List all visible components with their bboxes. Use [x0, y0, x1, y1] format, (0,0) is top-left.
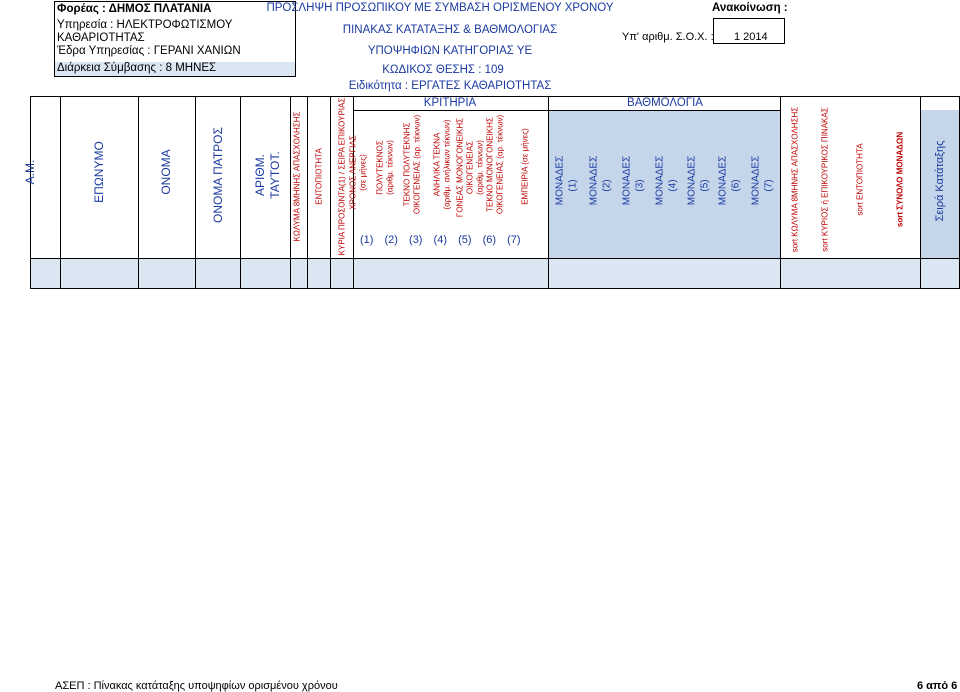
units-idx-2: (2) [601, 179, 613, 192]
sort-ban: sort ΚΩΛΥΜΑ 8ΜΗΝΗΣ ΑΠΑΣΧΟΛΗΣΗΣ [790, 106, 800, 253]
sort-priority: sort ΚΥΡΙΟΣ ή ΕΠΙΚΟΥΡΙΚΟΣ ΠΙΝΑΚΑΣ [820, 107, 830, 252]
sort-locality [856, 130, 865, 230]
col-priority: ΚΥΡΙΑ ΠΡΟΣΟΝΤΑ(1) / ΣΕΙΡΑ ΕΠΙΚΟΥΡΙΑΣ [337, 97, 347, 256]
service-label-cont: ΚΑΘΑΡΙΟΤΗΤΑΣ [57, 32, 145, 44]
col-child-large-l1: ΤΕΚΝΟ ΠΟΛΥΤΕΚΝΗΣ [402, 122, 412, 207]
units-label-7: ΜΟΝΑΔΕΣ [750, 155, 762, 206]
col-surname: ΕΠΩΝΥΜΟ [92, 141, 106, 203]
criteria-group-title: ΚΡΙΤΗΡΙΑ [423, 97, 477, 109]
organization-label: Φορέας : ΔΗΜΟΣ ΠΛΑΤΑΝΙΑ [57, 3, 212, 15]
criteria-idx-5: (5) [458, 234, 472, 246]
col-child-single-l2: ΟΙΚΟΓΕΝΕΙΑΣ (αρ. τέκνων) [495, 114, 505, 215]
units-idx-7: (7) [763, 179, 775, 192]
units-label-4: ΜΟΝΑΔΕΣ [654, 155, 666, 206]
sort-total [896, 130, 905, 230]
col-single-parent-l2: ΟΙΚΟΓΕΝΕΙΑΣ [465, 140, 475, 195]
criteria-idx-2: (2) [384, 234, 398, 246]
col-large-family-l1: ΠΟΛΥΤΕΚΝΟΣ [375, 140, 385, 195]
service-label: Υπηρεσία : ΗΛΕΚΤΡΟΦΩΤΙΣΜΟΥ [57, 19, 233, 31]
units-label-5: ΜΟΝΑΔΕΣ [686, 155, 698, 206]
announcement-label: Ανακοίνωση : [712, 2, 788, 14]
page-title: ΠΡΟΣΛΗΨΗ ΠΡΟΣΩΠΙΚΟΥ ΜΕ ΣΥΜΒΑΣΗ ΟΡΙΣΜΕΝΟΥ ΧΡΟΝΟΥ [266, 2, 614, 14]
units-idx-5: (5) [699, 179, 711, 192]
units-idx-4: (4) [667, 179, 679, 192]
criteria-idx-1: (1) [360, 234, 374, 246]
units-idx-3: (3) [634, 179, 646, 192]
criteria-idx-6: (6) [482, 234, 497, 246]
position-code: ΚΩΔΙΚΟΣ ΘΕΣΗΣ : 109 [382, 64, 504, 76]
specialty-label: Ειδικότητα : ΕΡΓΑΤΕΣ ΚΑΘΑΡΙΟΤΗΤΑΣ [348, 80, 552, 92]
criteria-indices [360, 234, 521, 246]
footer-note: ΑΣΕΠ : Πίνακας κατάταξης υποψηφίων ορισμένου χρόνου [55, 680, 338, 692]
page-number: 6 από 6 [917, 680, 958, 692]
col-experience: ΕΜΠΕΙΡΙΑ (σε μήνες) [520, 128, 530, 205]
col-locality: ΕΝΤΟΠΙΟΤΗΤΑ [314, 148, 324, 205]
col-single-parent-l1: ΓΟΝΕΑΣ ΜΟΝΟΓΟΝΕΙΚΗΣ [455, 117, 465, 218]
col-name: ΟΝΟΜΑ [159, 149, 173, 195]
col-id-line1: ΑΡΙΘΜ. [253, 154, 267, 197]
col-single-parent-l3: (αριθμ. τέκνων) [475, 140, 485, 195]
sort-total-prefix: sort [895, 212, 905, 228]
col-child-large-l2: ΟΙΚΟΓΕΝΕΙΑΣ (αρ. τέκνων) [412, 114, 422, 215]
duration-label: Διάρκεια Σύμβασης : 8 ΜΗΝΕΣ [57, 62, 217, 74]
sort-locality-prefix: sort [855, 202, 865, 216]
soch-label: Υπ' αριθμ. Σ.Ο.Χ. : [622, 31, 714, 43]
units-idx-6: (6) [730, 179, 742, 192]
col-id-line2: ΤΑΥΤΟΤ. [268, 151, 282, 199]
col-large-family-l2: (αριθμ. τέκνων) [385, 140, 395, 195]
candidates-category: ΥΠΟΨΗΦΙΩΝ ΚΑΤΗΓΟΡΙΑΣ ΥΕ [367, 45, 533, 57]
empty-data-row [30, 258, 960, 288]
units-label-3: ΜΟΝΑΔΕΣ [621, 155, 633, 206]
location-label: Έδρα Υπηρεσίας : ΓΕΡΑΝΙ ΧΑΝΙΩΝ [57, 45, 241, 57]
soch-value: 1 2014 [734, 31, 768, 43]
col-unemployment-l1: ΧΡΟΝΟΣ ΑΝΕΡΓΙΑΣ [348, 135, 358, 210]
units-label-6: ΜΟΝΑΔΕΣ [717, 155, 729, 206]
col-ban: ΚΩΛΥΜΑ 8ΜΗΝΗΣ ΑΠΑΣΧΟΛΗΣΗΣ [292, 111, 302, 242]
scoring-group-title: ΒΑΘΜΟΛΟΓΙΑ [627, 97, 703, 109]
units-label-1: ΜΟΝΑΔΕΣ [554, 155, 566, 206]
sort-locality-name: ΕΝΤΟΠΙΟΤΗΤΑ [855, 143, 865, 201]
criteria-idx-4: (4) [433, 234, 447, 246]
col-minors-l2: (αριθμ. ανήλικων τέκνων) [442, 119, 452, 210]
sort-total-name: ΣΥΝΟΛΟ ΜΟΝΑΔΩΝ [895, 131, 905, 210]
col-unemployment-l2: (σε μήνες) [358, 154, 368, 191]
table-title: ΠΙΝΑΚΑΣ ΚΑΤΑΤΑΞΗΣ & ΒΑΘΜΟΛΟΓΙΑΣ [342, 24, 558, 36]
col-rank: Σειρά Κατάταξης [934, 140, 946, 222]
col-father-name: ΟΝΟΜΑ ΠΑΤΡΟΣ [211, 127, 225, 223]
units-idx-1: (1) [567, 179, 579, 192]
col-minors-l1: ΑΝΗΛΙΚΑ ΤΕΚΝΑ [432, 132, 442, 197]
criteria-idx-3: (3) [409, 234, 423, 246]
col-child-single-l1: ΤΕΚΝΟ ΜΟΝΟΓΟΝΕΙΚΗΣ [485, 117, 495, 212]
col-am: Α.Μ. [23, 159, 37, 185]
units-label-2: ΜΟΝΑΔΕΣ [588, 155, 600, 206]
criteria-idx-7: (7) [507, 234, 521, 246]
